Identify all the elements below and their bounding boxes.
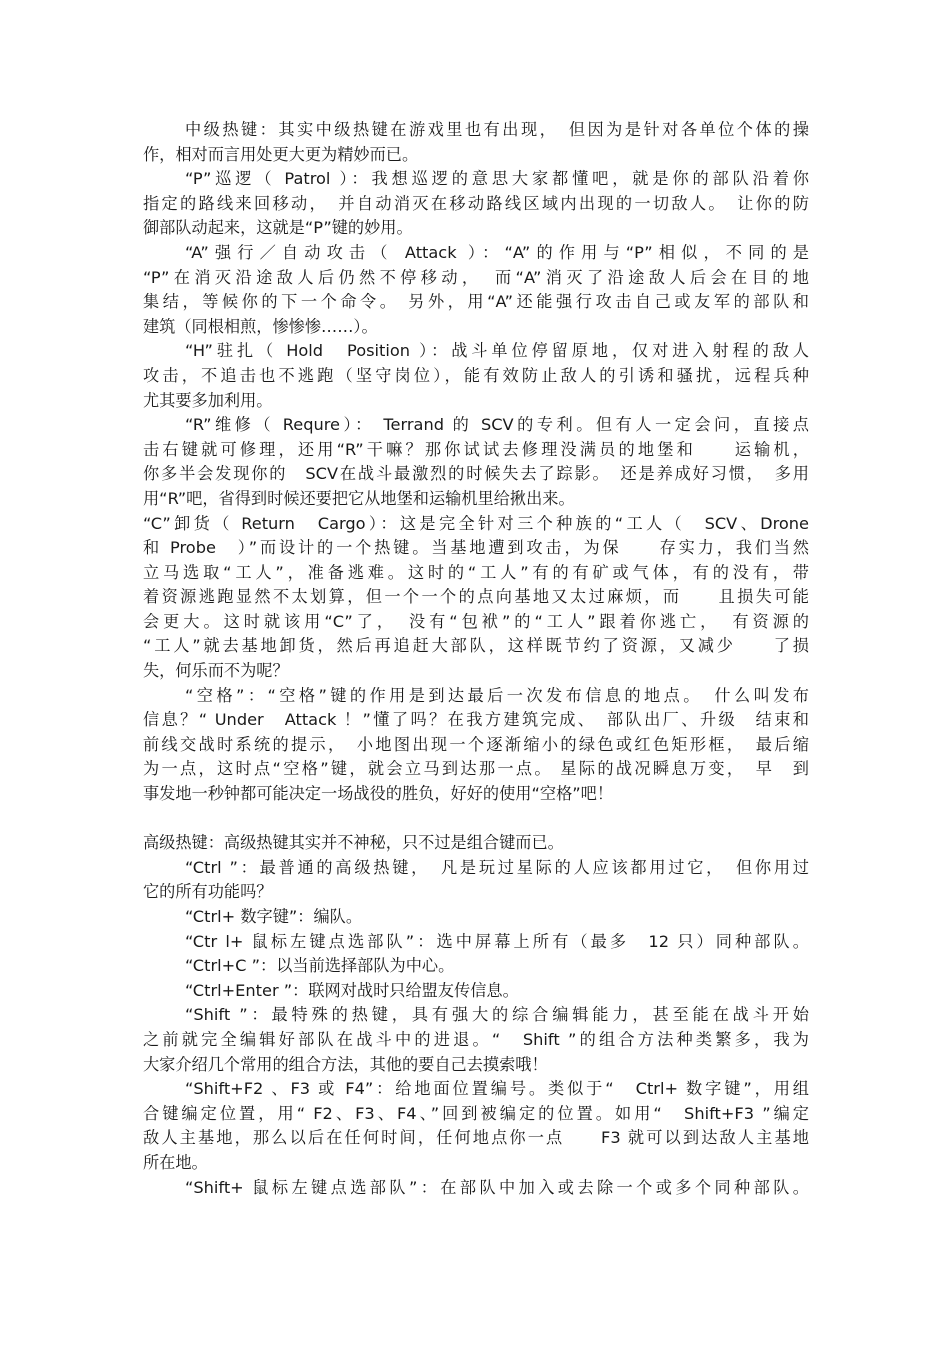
- text-line: 攻击，不追击也不逃跑（坚守岗位），能有效防止敌人的引诱和骚扰，远程兵种: [143, 365, 809, 385]
- text-line: “Shift+F2 、F3 或 F4”：给地面位置编号。类似于“ Ctrl+ 数字键”，用组: [185, 1079, 809, 1099]
- text-line: “Shift+ 鼠标左键点选部队”：在部队中加入或去除一个或多个同种部队。: [185, 1177, 809, 1197]
- text-line: 尤其要多加利用。: [143, 390, 273, 410]
- text-line: 击右键就可修理，还用“R”干嘛？那你试试去修理没满员的地堡和 运输机，: [143, 439, 809, 459]
- text-line: “C”卸货（ Return Cargo）：这是完全针对三个种族的“工人（ SCV、Drone: [143, 513, 809, 533]
- text-line: “H”驻扎（ Hold Position ）：战斗单位停留原地，仅对进入射程的敌人: [185, 341, 809, 361]
- text-line: 御部队动起来，这就是“P”键的妙用。: [143, 218, 413, 238]
- text-line: 着资源逃跑显然不太划算，但一个一个的点向基地又太过麻烦，而 且损失可能: [143, 587, 809, 607]
- text-line: 立马选取“工人”，准备逃难。这时的“工人”有的有矿或气体，有的没有，带: [143, 562, 809, 582]
- text-line: 信息？“ Under Attack ！”懂了吗？在我方建筑完成、 部队出厂、升级 结束和: [143, 710, 809, 730]
- text-line: “Ctrl+Enter ”：联网对战时只给盟友传信息。: [185, 980, 519, 1000]
- text-line: 前线交战时系统的提示， 小地图出现一个逐渐缩小的绿色或红色矩形框， 最后缩: [143, 734, 809, 754]
- text-line: 用“R”吧，省得到时候还要把它从地堡和运输机里给揪出来。: [143, 488, 575, 508]
- text-line: 会更大。这时就该用“C”了， 没有“包袱”的“工人”跟着你逃亡， 有资源的: [143, 611, 809, 631]
- text-line: 敌人主基地，那么以后在任何时间，任何地点你一点 F3 就可以到达敌人主基地: [143, 1128, 809, 1148]
- text-line: 高级热键：高级热键其实并不神秘，只不过是组合键而已。: [143, 833, 564, 853]
- text-line: 之前就完全编辑好部队在战斗中的进退。“ Shift ”的组合方法种类繁多，我为: [143, 1029, 809, 1049]
- text-line: “A”强行／自动攻击（ Attack ）：“A”的作用与“P”相似，不同的是: [185, 242, 809, 262]
- document-body: [143, 118, 809, 1200]
- text-line: 为一点，这时点“空格”键，就会立马到达那一点。 星际的战况瞬息万变， 早 到: [143, 759, 809, 779]
- paragraph-gap: [143, 807, 809, 832]
- text-line: 中级热键：其实中级热键在游戏里也有出现， 但因为是针对各单位个体的操: [185, 120, 809, 139]
- text-line: “P”在消灭沿途敌人后仍然不停移动， 而“A”消灭了沿途敌人后会在目的地: [143, 267, 809, 287]
- text-line: 集结，等候你的下一个命令。 另外，用“A”还能强行攻击自己或友军的部队和: [143, 292, 809, 312]
- text-line: 你多半会发现你的 SCV在战斗最激烈的时候失去了踪影。 还是养成好习惯， 多用: [143, 464, 809, 484]
- text-line: 所在地。: [143, 1152, 208, 1172]
- text-line: 合键编定位置，用“ F2、F3、F4、”回到被编定的位置。如用“ Shift+F3 ”编定: [143, 1103, 809, 1123]
- text-line: “P”巡逻（ Patrol ）：我想巡逻的意思大家都懂吧，就是你的部队沿着你: [185, 169, 809, 189]
- text-line: 指定的路线来回移动， 并自动消灭在移动路线区域内出现的一切敌人。 让你的防: [143, 193, 809, 213]
- text-line: 建筑（同根相煎，惨惨惨……）。: [143, 316, 378, 336]
- text-line: “Ctrl ”：最普通的高级热键， 凡是玩过星际的人应该都用过它， 但你用过: [185, 857, 809, 877]
- text-line: 失，何乐而不为呢？: [143, 661, 289, 681]
- text-line: 事发地一秒钟都可能决定一场战役的胜负，好好的使用“空格”吧！: [143, 784, 614, 804]
- text-line: 作，相对而言用处更大更为精妙而已。: [143, 144, 419, 164]
- text-line: “工人”就去基地卸货，然后再追赶大部队，这样既节约了资源，又减少 了损: [143, 636, 809, 656]
- text-line: “Shift ”：最特殊的热键，具有强大的综合编辑能力，甚至能在战斗开始: [185, 1005, 809, 1025]
- text-line: 它的所有功能吗？: [143, 882, 273, 902]
- text-line: “Ctr l+ 鼠标左键点选部队”：选中屏幕上所有（最多 12 只）同种部队。: [185, 931, 809, 951]
- text-line: 大家介绍几个常用的组合方法，其他的要自己去摸索哦！: [143, 1054, 548, 1074]
- text-line: “Ctrl+ 数字键”：编队。: [185, 907, 363, 926]
- text-line: “Ctrl+C ”：以当前选择部队为中心。: [185, 956, 455, 976]
- text-line: “R”维修（ Requre）： Terrand 的 SCV的专利。但有人一定会问，直接点: [185, 415, 809, 435]
- text-line: 和 Probe ）”而设计的一个热键。当基地遭到攻击，为保 存实力，我们当然: [143, 538, 809, 558]
- text-line: “空格”：“空格”键的作用是到达最后一次发布信息的地点。 什么叫发布: [185, 685, 809, 705]
